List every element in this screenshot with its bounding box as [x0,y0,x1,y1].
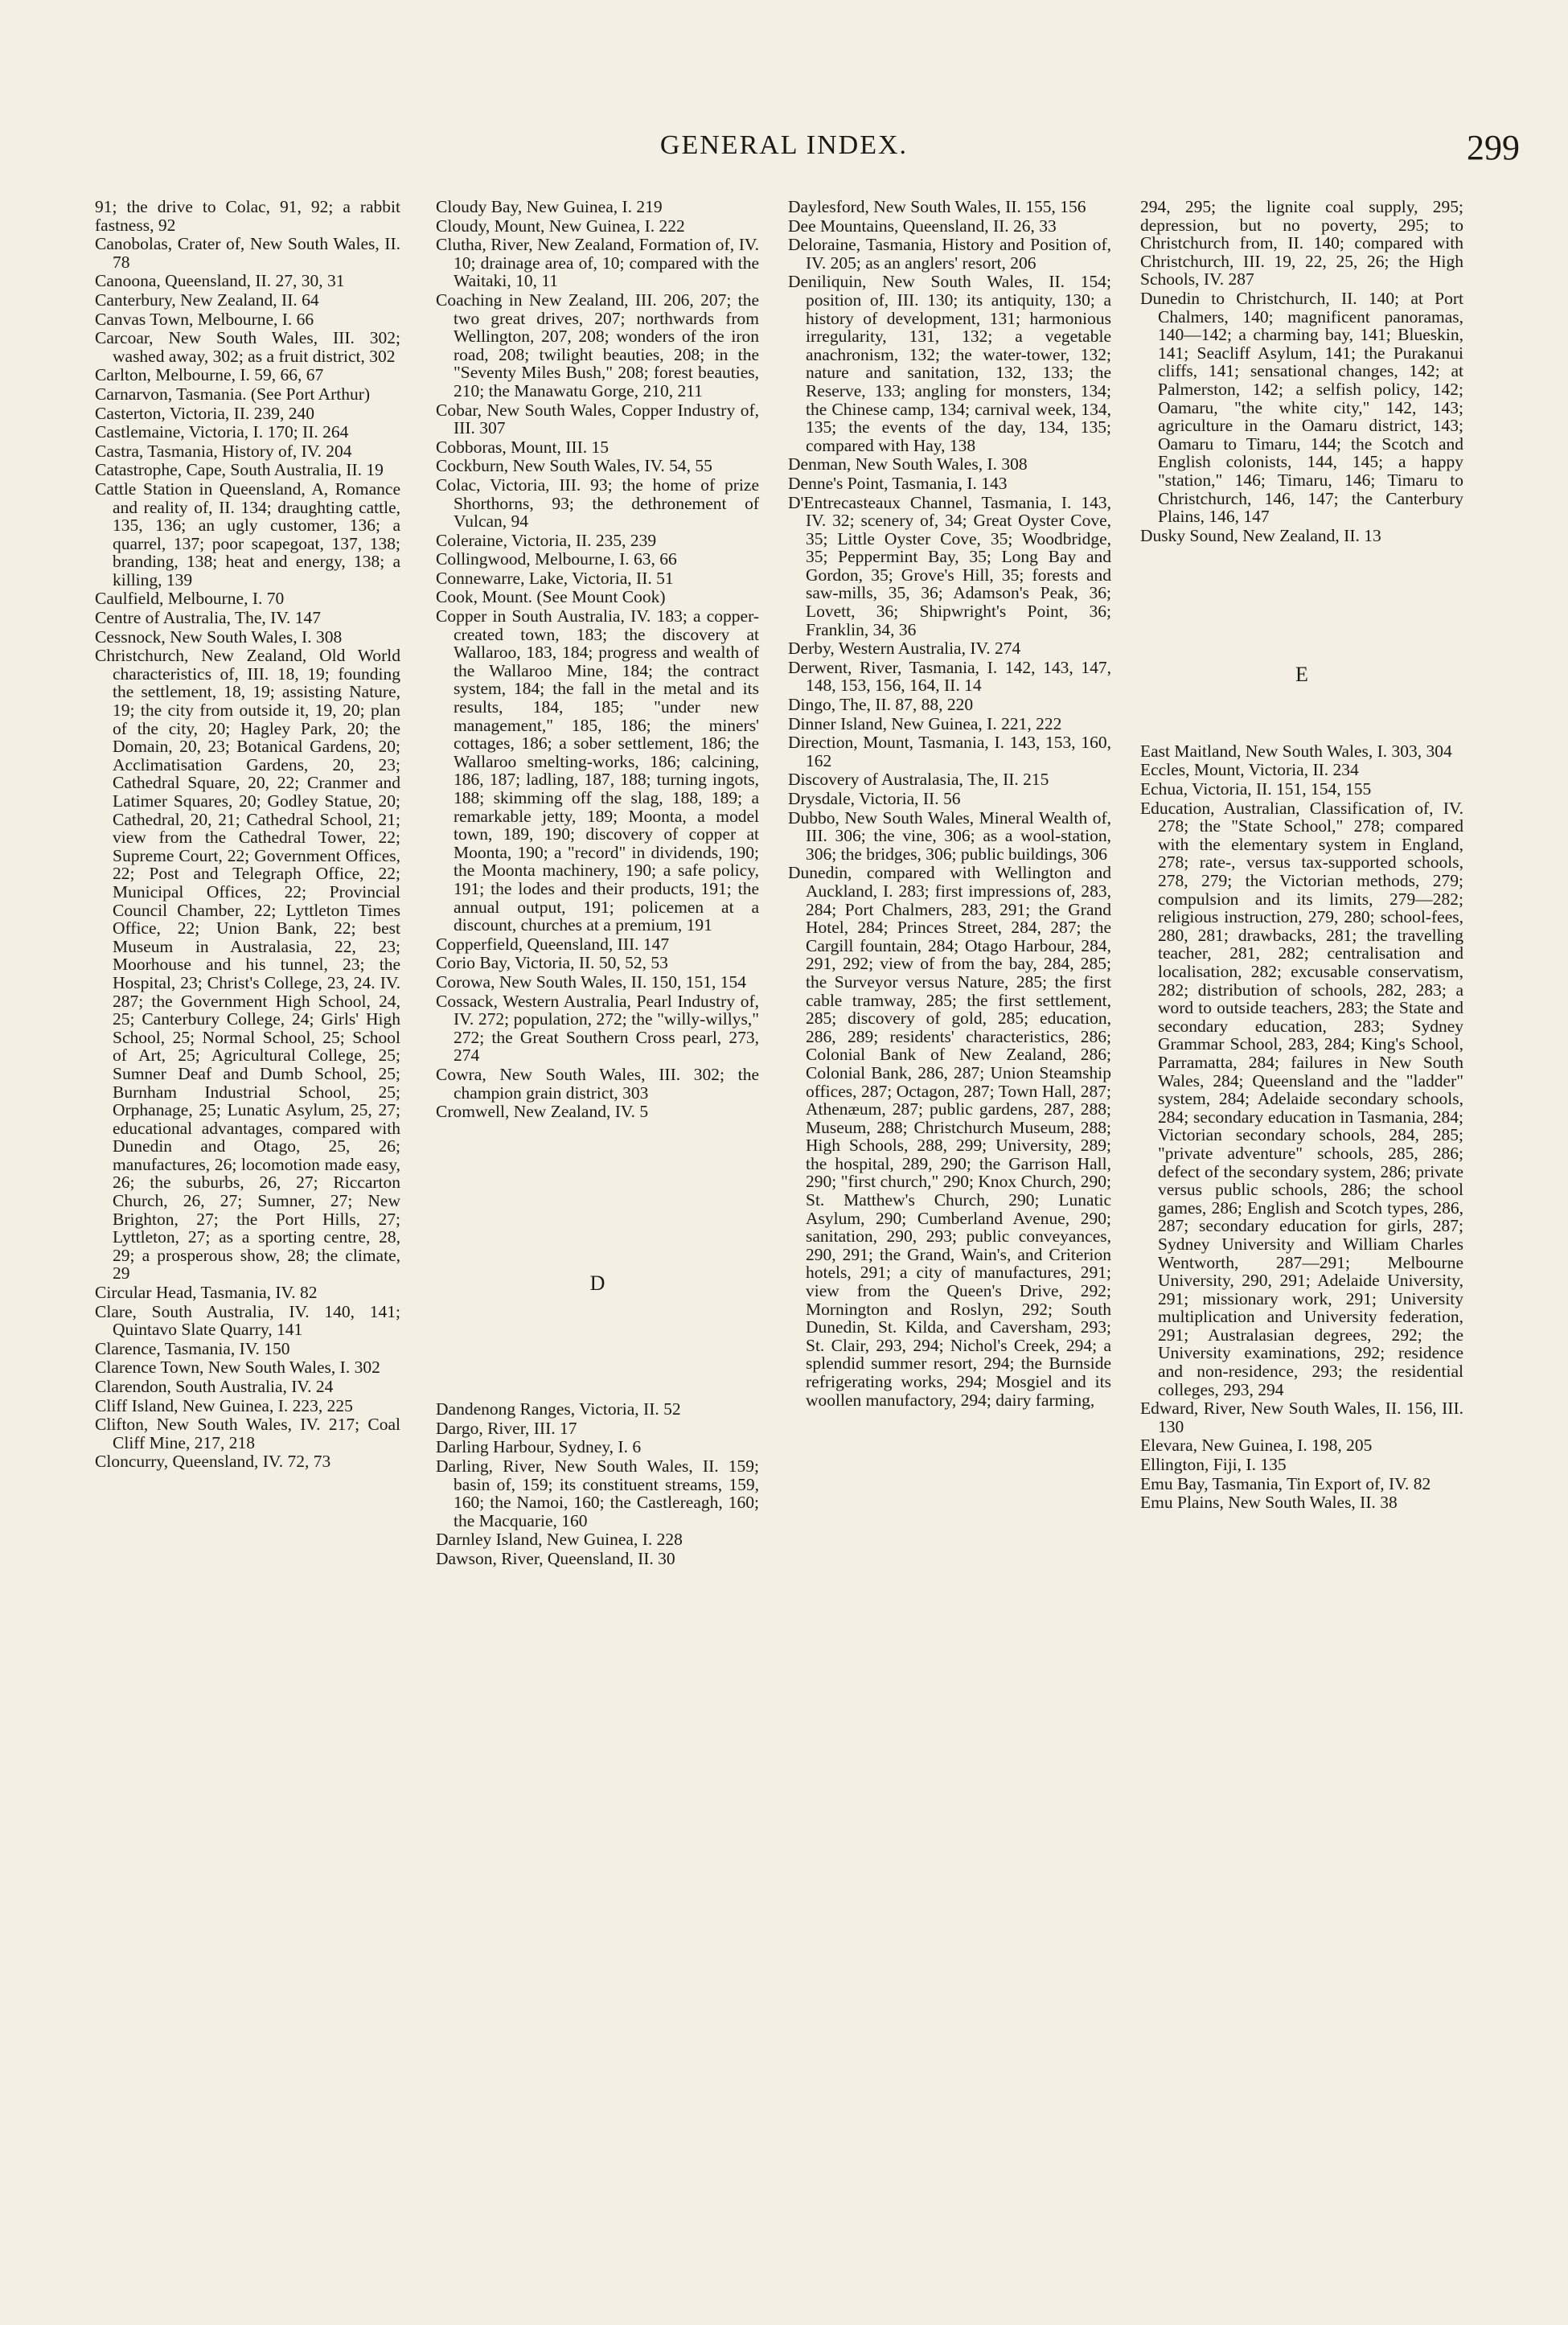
index-entry: Cowra, New South Wales, III. 302; the champion grain district, 303 [436,1064,759,1103]
index-entry: Copper in South Australia, IV. 183; a copper-created town, 183; the discovery at Wallaroo, 183, 184; progress and wealth of the Wallaroo Mine, 184; the contract system, 184; the fall in the metal and its results, 184, 185; "under new management," 185, 186; the miners' cottages, 186; a sober settlement, 186; the Wallaroo smelting-works, 186; calcining, 186, 187; ladling, 187, 188; turning ingots, 188; skimming off the slag, 188, 189; a remarkable jetty, 189; Moonta, a model town, 189, 190; discovery of copper at Moonta, 190; a "record" in dividends, 190; the Moonta machinery, 190; a safe policy, 191; the lodes and their products, 191; the annual output, 191; policemen at a discount, churches at a premium, 191 [436,606,759,935]
index-entry: Clutha, River, New Zealand, Formation of, IV. 10; drainage area of, 10; compared with the Waitaki, 10, 11 [436,235,759,291]
index-entry: Dusky Sound, New Zealand, II. 13 [1140,525,1381,545]
index-entry: Clarence Town, New South Wales, I. 302 [95,1358,380,1378]
index-column-4 [1140,198,1463,1513]
index-entry: Drysdale, Victoria, II. 56 [788,789,961,808]
index-entry: Colac, Victoria, III. 93; the home of prize Shorthorns, 93; the dethronement of Vulcan, 94 [436,474,759,532]
index-entry: Corowa, New South Wales, II. 150, 151, 154 [436,971,747,992]
index-entry: Emu Bay, Tasmania, Tin Export of, IV. 82 [1140,1473,1431,1493]
index-entry: Dubbo, New South Wales, Mineral Wealth of, III. 306; the vine, 306; as a wool-station, 306; the bridges, 306; public buildings, 306 [788,807,1111,864]
index-entry: Denman, New South Wales, I. 308 [788,454,1028,474]
index-entry: Cloncurry, Queensland, IV. 72, 73 [95,1452,331,1472]
index-entry: Dingo, The, II. 87, 88, 220 [788,695,974,715]
index-entry: Castra, Tasmania, History of, IV. 204 [95,441,352,461]
section-letter-e: E [1295,663,1308,687]
index-entry: D'Entrecasteaux Channel, Tasmania, I. 143, IV. 32; scenery of, 34; Great Oyster Cove, 35; Little Oyster Cove, 35; Woodbridge, 35; Peppermint Bay, 35; Long Bay and Gordon, 35; Grove's Hill, 35; forests and saw-mills, 35, 36; Adamson's Peak, 36; Lovett, 36; Shipwright's Point, 36; Franklin, 34, 36 [788,492,1111,639]
index-entry: Cobboras, Mount, III. 15 [436,437,609,457]
index-entry: Cossack, Western Australia, Pearl Industry of, IV. 272; population, 272; the "willy-willys," 272; the Great Southern Cross pearl, 273, 274 [436,991,759,1066]
index-entry: Cockburn, New South Wales, IV. 54, 55 [436,456,712,476]
index-entry: Dargo, River, III. 17 [436,1418,577,1438]
index-entry: Ellington, Fiji, I. 135 [1140,1455,1287,1475]
index-entry: Darling, River, New South Wales, II. 159; basin of, 159; its constituent streams, 159, 160; the Namoi, 160; the Castlereagh, 160; the Macquarie, 160 [436,1456,759,1530]
index-entry: Dee Mountains, Queensland, II. 26, 33 [788,216,1057,236]
index-entry: Connewarre, Lake, Victoria, II. 51 [436,568,674,588]
index-entry: Direction, Mount, Tasmania, I. 143, 153, 160, 162 [788,733,1111,770]
index-entry: Circular Head, Tasmania, IV. 82 [95,1283,318,1303]
index-entry: Castlemaine, Victoria, I. 170; II. 264 [95,422,349,442]
index-entry: Canterbury, New Zealand, II. 64 [95,290,319,310]
index-entry: Darling Harbour, Sydney, I. 6 [436,1437,642,1457]
index-entry: Dandenong Ranges, Victoria, II. 52 [436,1399,681,1419]
index-entry: Dinner Island, New Guinea, I. 221, 222 [788,713,1062,733]
index-entry: Coleraine, Victoria, II. 235, 239 [436,530,657,550]
index-entry: Cloudy Bay, New Guinea, I. 219 [436,197,663,216]
index-entry: Cobar, New South Wales, Copper Industry of, III. 307 [436,400,759,438]
index-entry: Elevara, New Guinea, I. 198, 205 [1140,1436,1373,1456]
index-entry: Corio Bay, Victoria, II. 50, 52, 53 [436,953,668,973]
index-entry: East Maitland, New South Wales, I. 303, 304 [1140,741,1452,761]
index-entry: Catastrophe, Cape, South Australia, II. 19 [95,460,384,480]
index-entry: Echua, Victoria, II. 151, 154, 155 [1140,779,1372,799]
index-entry: Edward, River, New South Wales, II. 156, III. 130 [1140,1399,1463,1436]
index-entry: Centre of Australia, The, IV. 147 [95,608,322,628]
index-column-3 [788,198,1111,1410]
index-entry: Cattle Station in Queensland, A, Romance and reality of, II. 134; draughting cattle, 135, 136; an ugly customer, 136; a quarrel, 137; poor scapegoat, 137, 138; branding, 138; heat and energy, 138; a killing, 139 [95,479,400,589]
index-entry: Christchurch, New Zealand, Old World characteristics of, III. 18, 19; founding the settlement, 18, 19; assisting Nature, 19; the city from outside it, 19, 20; plan of the city, 20; Hagley Park, 20; the Domain, 20, 23; Botanical Gardens, 20; Acclimatisation Gardens, 20, 23; Cathedral Square, 20, 22; Cranmer and Latimer Squares, 20; Godley Statue, 20; Cathedral, 20, 21; Cathedral School, 21; view from the Cathedral Tower, 22; Supreme Court, 22; Government Offices, 22; Post and Telegraph Office, 22; Municipal Offices, 22; Provincial Council Chamber, 22; Lyttleton Times Office, 22; Union Bank, 22; best Museum in Australasia, 22, 23; Moorhouse and his tunnel, 23; the Hospital, 23; Christ's College, 23, 24. IV. 287; the Government High School, 24, 25; Canterbury College, 24; Girls' High School, 25; Normal School, 25; School of Art, 25; Agricultural College, 25; Sumner Deaf and Dumb School, 25; Burnham Industrial School, 25; Orphanage, 25; Lunatic Asylum, 25, 27; educational advantages, compared with Dunedin and Otago, 25, 26; manufactures, 26; locomotion made easy, 26; the suburbs, 26, 27; Riccarton Church, 26, 27; Sumner, 27; New Brighton, 27; the Port Hills, 27; Lyttleton, 27; as a sporting centre, 28, 29; a prosperous show, 28; the climate, 29 [95,646,400,1284]
page-number: 299 [1467,128,1520,167]
index-entry: Emu Plains, New South Wales, II. 38 [1140,1493,1398,1513]
index-entry: Casterton, Victoria, II. 239, 240 [95,403,314,423]
index-entry: Collingwood, Melbourne, I. 63, 66 [436,549,677,569]
index-entry: 91; the drive to Colac, 91, 92; a rabbit fastness, 92 [95,197,400,235]
index-entry: Dunedin, compared with Wellington and Auckland, I. 283; first impressions of, 283, 284; Port Chalmers, 283, 291; the Grand Hotel, 284; Princes Street, 284, 287; the Cargill fountain, 284; Otago Harbour, 284, 291, 292; view of from the bay, 284, 285; the Surveyor versus Nature, 285; the first cable tramway, 285; the first settlement, 285; discovery of gold, 285; education, 286, 289; residents' characteristics, 286; Colonial Bank of New Zealand, 286; Colonial Bank, 286, 287; Union Steamship offices, 287; Octagon, 287; Town Hall, 287; Athenæum, 287; public gardens, 287, 288; Museum, 288; Christchurch Museum, 288; High Schools, 288, 299; University, 289; the hospital, 289, 290; the Garrison Hall, 290; "first church," 290; Knox Church, 290; St. Matthew's Church, 290; Lunatic Asylum, 290; Cumberland Avenue, 290; sanitation, 290, 293; public conveyances, 290, 291; the Grand, Wain's, and Criterion hotels, 291; a city of manufactures, 291; view from the Queen's Drive, 292; Mornington and Roslyn, 292; South Dunedin, St. Kilda, and Caversham, 293; St. Clair, 293, 294; Nichol's Creek, 294; a splendid summer resort, 294; the Burnside refrigerating works, 294; Mosgiel and its woollen manufactory, 294; dairy farming, [788,863,1111,1410]
index-entry: Canoona, Queensland, II. 27, 30, 31 [95,271,345,291]
index-entry: Carlton, Melbourne, I. 59, 66, 67 [95,365,324,385]
index-entry: Discovery of Australasia, The, II. 215 [788,770,1049,790]
index-entry: Coaching in New Zealand, III. 206, 207; the two great drives, 207; northwards from Wellington, 207, 208; wonders of the iron road, 208; twilight beauties, 208; in the "Seventy Miles Bush," 208; forest beauties, 210; the Manawatu Gorge, 210, 211 [436,290,759,401]
index-entry: Canvas Town, Melbourne, I. 66 [95,309,314,329]
section-letter-d: D [589,1271,605,1295]
page-title: GENERAL INDEX. [659,130,909,160]
index-column-2 [436,198,759,1569]
index-entry: Eccles, Mount, Victoria, II. 234 [1140,760,1359,780]
index-entry: Darnley Island, New Guinea, I. 228 [436,1530,683,1550]
index-entry: Clarendon, South Australia, IV. 24 [95,1377,334,1396]
index-entry: Cloudy, Mount, New Guinea, I. 222 [436,216,685,236]
index-entry: Carcoar, New South Wales, III. 302; washed away, 302; as a fruit district, 302 [95,328,400,366]
index-entry: 294, 295; the lignite coal supply, 295; depression, but no poverty, 295; to Christchurch from, II. 140; compared with Christchurch, III. 19, 22, 25, 26; the High Schools, IV. 287 [1140,197,1463,290]
index-entry: Canobolas, Crater of, New South Wales, II. 78 [95,234,400,272]
index-entry: Cook, Mount. (See Mount Cook) [436,587,666,607]
index-entry: Cromwell, New Zealand, IV. 5 [436,1102,649,1122]
index-entry: Cliff Island, New Guinea, I. 223, 225 [95,1395,353,1415]
index-entry: Denne's Point, Tasmania, I. 143 [788,473,1008,493]
index-entry: Dunedin to Christchurch, II. 140; at Port Chalmers, 140; magnificent panoramas, 140—142; a charming bay, 141; Blueskin, 141; Seacliff Asylum, 141; the Purakanui cliffs, 141; sensational changes, 142; at Palmerston, 142; a selfish policy, 142; Oamaru, "the white city," 142, 143; agriculture in the Oamaru district, 143; Oamaru to Timaru, 144; the Scotch and English colonists, 144, 145; a happy "station," 146; Timaru, 146; Timaru to Christchurch, 146, 147; the Canterbury Plains, 146, 147 [1140,288,1463,527]
index-entry: Clarence, Tasmania, IV. 150 [95,1338,290,1358]
index-entry: Copperfield, Queensland, III. 147 [436,934,670,954]
index-column-1 [95,198,400,1472]
index-entry: Caulfield, Melbourne, I. 70 [95,589,285,609]
index-entry: Deloraine, Tasmania, History and Position of, IV. 205; as an anglers' resort, 206 [788,235,1111,273]
index-entry: Dawson, River, Queensland, II. 30 [436,1549,675,1569]
index-entry: Cessnock, New South Wales, I. 308 [95,626,343,647]
index-entry: Derwent, River, Tasmania, I. 142, 143, 147, 148, 153, 156, 164, II. 14 [788,657,1111,696]
index-entry: Deniliquin, New South Wales, II. 154; position of, III. 130; its antiquity, 130; a history of development, 131; harmonious irregularity, 131, 132; a vegetable anachronism, 132; the water-tower, 132; nature and sanitation, 132, 133; the Reserve, 133; angling for monsters, 134; the Chinese camp, 134; carnival week, 134, 135; the events of the day, 134, 135; compared with Hay, 138 [788,272,1111,455]
index-entry: Carnarvon, Tasmania. (See Port Arthur) [95,384,371,404]
index-entry: Daylesford, New South Wales, II. 155, 156 [788,197,1086,216]
page-header [48,130,1520,179]
index-entry: Education, Australian, Classification of, IV. 278; the "State School," 278; compared with the elementary system in England, 278; rate-, versus tax-supported schools, 278, 279; the Victorian methods, 279; compulsion and its limits, 279—282; religious instruction, 279, 280; school-fees, 280, 281; drawbacks, 281; the travelling teacher, 281, 282; centralisation and localisation, 282; excusable conservatism, 282; distribution of schools, 282, 283; a word to outside teachers, 283; the State and secondary education, 283; Sydney Grammar School, 283, 284; King's School, Parramatta, 284; failures in New South Wales, 284; Queensland and the "ladder" system, 284; Adelaide secondary schools, 284; secondary education in Tasmania, 284; Victorian secondary schools, 284, 285; "private adventure" schools, 285, 286; defect of the secondary system, 286; private versus public schools, 286; the school games, 286; English and Scotch types, 286, 287; secondary education for girls, 287; Sydney University and William Charles Wentworth, 287—291; Melbourne University, 290, 291; Adelaide University, 291; missionary work, 291; University multiplication and University federation, 291; Australasian degrees, 292; the University examinations, 292; residence and non-residence, 293; the residential colleges, 293, 294 [1140,798,1463,1399]
index-entry: Derby, Western Australia, IV. 274 [788,639,1021,659]
index-entry: Clifton, New South Wales, IV. 217; Coal Cliff Mine, 217, 218 [95,1415,400,1452]
index-entry: Clare, South Australia, IV. 140, 141; Quintavo Slate Quarry, 141 [95,1301,400,1340]
